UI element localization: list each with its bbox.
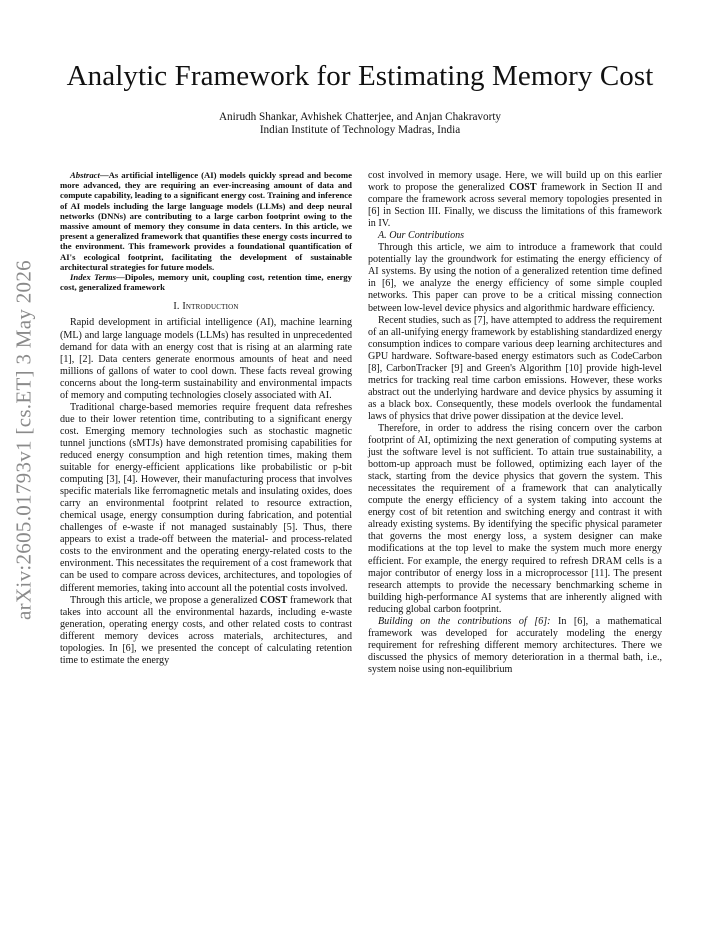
right-paragraph-0-text-b: framework in Section II and compare the framework across several memory topologies presented in [6] in Section III. Finally, we discuss the limitations of this framework in IV. [368, 182, 662, 230]
paper-title: Analytic Framework for Estimating Memory Cost [66, 60, 654, 92]
contributions-paragraph-3: Therefore, in order to address the rising concern over the carbon footprint of AI, optimizing the next generation of computing systems at just the software level is not sufficient. To attain true sustainability, a bottom-up approach must be followed, optimizing each layer of the stack, starting from the device physics that govern the system. This necessitates the requirement of a framework that can analytically compute the energy efficiency of a system taking into account the energy cost of bit retention and switching energy and contrast it with already existing systems. By identifying the specific physical parameter that governs the most energy loss, a system designer can make modifications at the top level to make the system much more energy efficient. For example, the energy required to refresh DRAM cells is a major contributor of energy loss in a microprocessor [11]. The present research attempts to provide the necessary benchmarking scheme in building high-performance AI systems that are inherently aligned with reducing global carbon footprint. [368, 422, 662, 615]
section-heading-introduction [60, 301, 352, 313]
author-affiliation: Indian Institute of Technology Madras, India [259, 124, 461, 136]
author-names: Anirudh Shankar, Avhishek Chatterjee, and Anjan Chakravorty [218, 111, 502, 123]
right-column [368, 170, 662, 676]
contributions-paragraph-4 [368, 616, 662, 676]
arxiv-identifier-text: arXiv:2605.01793v1 [cs.ET] 3 May 2026 [11, 260, 36, 620]
abstract-label: Abstract [70, 170, 100, 180]
intro-paragraph-1: Rapid development in artificial intelligence (AI), machine learning (ML) and large language models (LLMs) has resulted in unprecedented demand for data with an energy cost that is rising at an alarming rate [1], [2]. Data centers generate enormous amounts of heat and need millions of gallons of water to cool down. These facts reveal growing concerns about the long-term sustainability and environmental impacts of memory and computing technologies closely associated with AI. [60, 317, 352, 401]
intro-paragraph-3-text-a: Through this article, we propose a generalized [70, 594, 260, 606]
abstract [60, 170, 352, 272]
right-paragraph-0-text-a: cost involved in memory usage. Here, we will build up on this earlier work to propose the generalized [368, 170, 662, 194]
intro-paragraph-3 [60, 595, 352, 667]
index-terms-label: Index Terms [70, 272, 117, 283]
subsection-heading-contributions: A. Our Contributions [378, 230, 465, 242]
index-terms [60, 272, 352, 292]
abstract-text: —As artificial intelligence (AI) models quickly spread and become more advanced, they are requiring an ever-increasing amount of data and compute capability, leading to a significant energy cost. Training and inference of AI models including the large language models (LLMs) and deep neural networks (DNNs) are contributing to a large carbon footprint owing to the massive amount of memory they consume in data centers. In this article, we present a generalized framework that quantifies these energy costs incurred to the environment. This framework provides a foundational quantification of AI's ecological footprint, facilitating the development of sustainable architectural strategies for future models. [60, 170, 352, 272]
section-number: I. [173, 301, 180, 313]
section-title: Introduction [182, 301, 239, 313]
paragraph-run-in-heading: Building on the contributions of [6]: [378, 615, 551, 627]
arxiv-identifier [4, 230, 44, 650]
contributions-paragraph-4-text: In [6], a mathematical framework was developed for accurately modeling the energy requirement for refreshing different memory architectures. There we discussed the physics of memory deterioration in a thermal bath, i.e., system noise using non-equilibrium [368, 615, 662, 675]
intro-paragraph-2: Traditional charge-based memories require frequent data refreshes due to their lower retention time, contributing to a significant energy cost. Emerging memory technologies such as stochastic magnetic tunnel junctions (sMTJs) have demonstrated promising capabilities for reduced energy consumption and high retention times, making them suitable for energy-efficient applications like probabilistic or p-bit computing [3], [4]. However, their manufacturing process that involves specific materials like ferromagnetic metals and insulating oxides, does carry an environmental footprint related to resource extraction, chemical usage, energy consumption during fabrication, and potential challenges of e-waste if not managed sustainably [5]. Thus, there appears to exist a trade-off between the material- and process-related costs to the environment and the operating energy-related costs to the environment. This necessitates the requirement of a cost framework that can be used to compare across devices, architectures, and topologies of different memories, taking into account all the potential costs involved. [60, 401, 352, 594]
contributions-paragraph-1: Through this article, we aim to introduce a framework that could potentially lay the groundwork for estimating the energy efficiency of AI systems. By using the notion of a generalized retention time defined in [6], we analyze the energy efficiency of some simple coupled networks. This paper can prove to be a critical missing connection between low-level device physics and algorithmic hardware efficiency. [368, 242, 662, 314]
author-block [0, 111, 720, 137]
cost-term: COST [509, 182, 537, 194]
right-paragraph-0 [368, 170, 662, 230]
intro-paragraph-3-text-b: framework that takes into account all the environmental hazards, including e-waste generation, operating energy costs, and other related costs to contrast different memory devices across materials, architectures, and topologies. In [6], we presented the concept of calculating retention time to estimate the energy [60, 594, 352, 666]
contributions-paragraph-2: Recent studies, such as [7], have attempted to address the requirement of an all-unifying energy framework by establishing standardized energy consumption indices to compare various deep learning architectures and GPU hardware. Software-based energy estimators such as CodeCarbon [8], CarbonTracker [9] and Green's Algorithm [10] provide high-level metrics for tracking real time carbon emissions. However, these works abstract out the underlying hardware and device physics by assuming it as a black box. Consequently, these models overlook the fundamental laws of physics that drive power dissipation at the device level. [368, 314, 662, 422]
left-column [60, 170, 352, 667]
index-terms-text: —Dipoles, memory unit, coupling cost, retention time, energy cost, generalized framework [60, 272, 352, 293]
cost-term: COST [259, 594, 288, 606]
